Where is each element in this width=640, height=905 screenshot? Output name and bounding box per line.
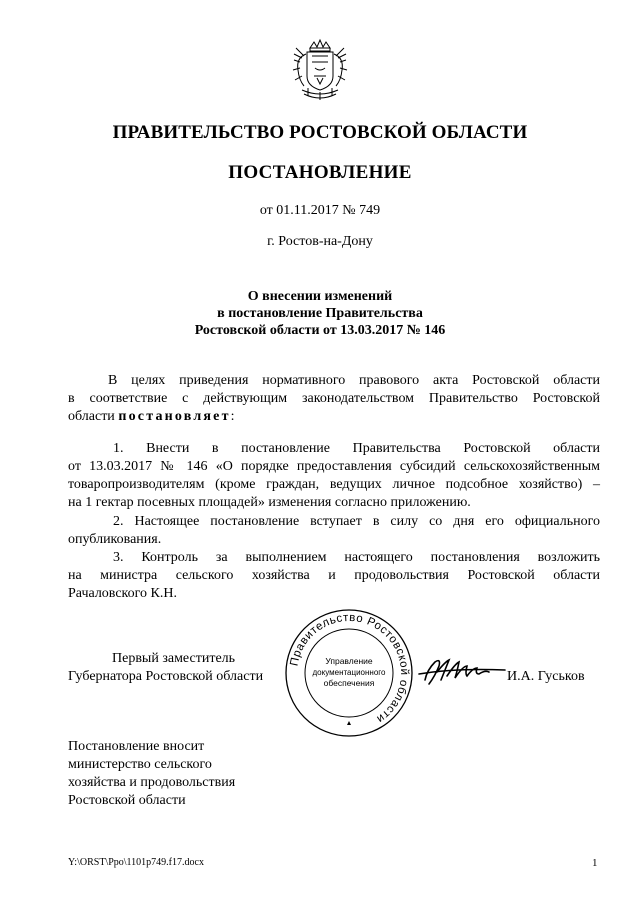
- submitter-line: Ростовской области: [68, 793, 186, 808]
- coat-of-arms-emblem: [290, 38, 350, 104]
- document-subject: [0, 288, 640, 339]
- file-path-footer: Y:\ORST\Ppo\1101p749.f17.docx: [68, 857, 204, 868]
- signatory-name: И.А. Гуськов: [507, 669, 585, 684]
- preamble-prefix: области: [68, 409, 119, 424]
- subject-line: Ростовской области от 13.03.2017 № 146: [194, 323, 446, 338]
- item-3-line: Рачаловского К.Н.: [68, 586, 177, 601]
- document-city: г. Ростов-на-Дону: [267, 234, 373, 249]
- official-stamp: [283, 607, 415, 739]
- preamble-line: В целях приведения нормативного правового акта Ростовской области: [108, 373, 600, 388]
- submitter-line: Постановление вносит: [68, 739, 205, 754]
- item-1-line: на 1 гектар посевных площадей» изменения согласно приложению.: [68, 495, 471, 510]
- stamp-center-line: Управление: [325, 656, 373, 666]
- preamble-line: [68, 408, 600, 426]
- page-number: 1: [592, 857, 598, 869]
- document-type-title: ПОСТАНОВЛЕНИЕ: [228, 162, 412, 183]
- signatory-position: Губернатора Ростовской области: [68, 669, 264, 684]
- submitter-line: хозяйства и продовольствия: [68, 775, 236, 790]
- signatory-position: Первый заместитель: [112, 651, 236, 666]
- subject-line: в постановление Правительства: [217, 306, 423, 321]
- preamble-line: в соответствие с действующим законодательством Правительство Ростовской: [68, 391, 600, 406]
- item-2-line: опубликования.: [68, 532, 162, 547]
- document-date-number: от 01.11.2017 № 749: [259, 203, 381, 218]
- item-3-line: на министра сельского хозяйства и продовольствия Ростовской области: [68, 568, 600, 583]
- item-1-line: 1. Внести в постановление Правительства Ростовской области: [113, 441, 600, 456]
- item-3-line: 3. Контроль за выполнением настоящего постановления возложить: [113, 550, 600, 565]
- preamble-spaced-verb: постановляет: [118, 409, 231, 424]
- item-1-line: товаропроизводителям (кроме граждан, ведущих личное подсобное хозяйство) –: [68, 477, 600, 492]
- stamp-ring-text: Правительство Ростовской области: [288, 611, 411, 726]
- stamp-center-line: обеспечения: [323, 678, 375, 688]
- stamp-center-line: документационного: [312, 668, 386, 677]
- item-2-line: 2. Настоящее постановление вступает в силу со дня его официального: [113, 514, 600, 529]
- subject-line: О внесении изменений: [247, 289, 393, 304]
- item-1-line: от 13.03.2017 № 146 «О порядке предоставления субсидий сельскохозяйственным: [68, 459, 600, 474]
- government-title: ПРАВИТЕЛЬСТВО РОСТОВСКОЙ ОБЛАСТИ: [112, 122, 528, 143]
- handwritten-signature: [415, 650, 507, 690]
- preamble-suffix: :: [230, 409, 235, 424]
- submitter-line: министерство сельского: [68, 757, 212, 772]
